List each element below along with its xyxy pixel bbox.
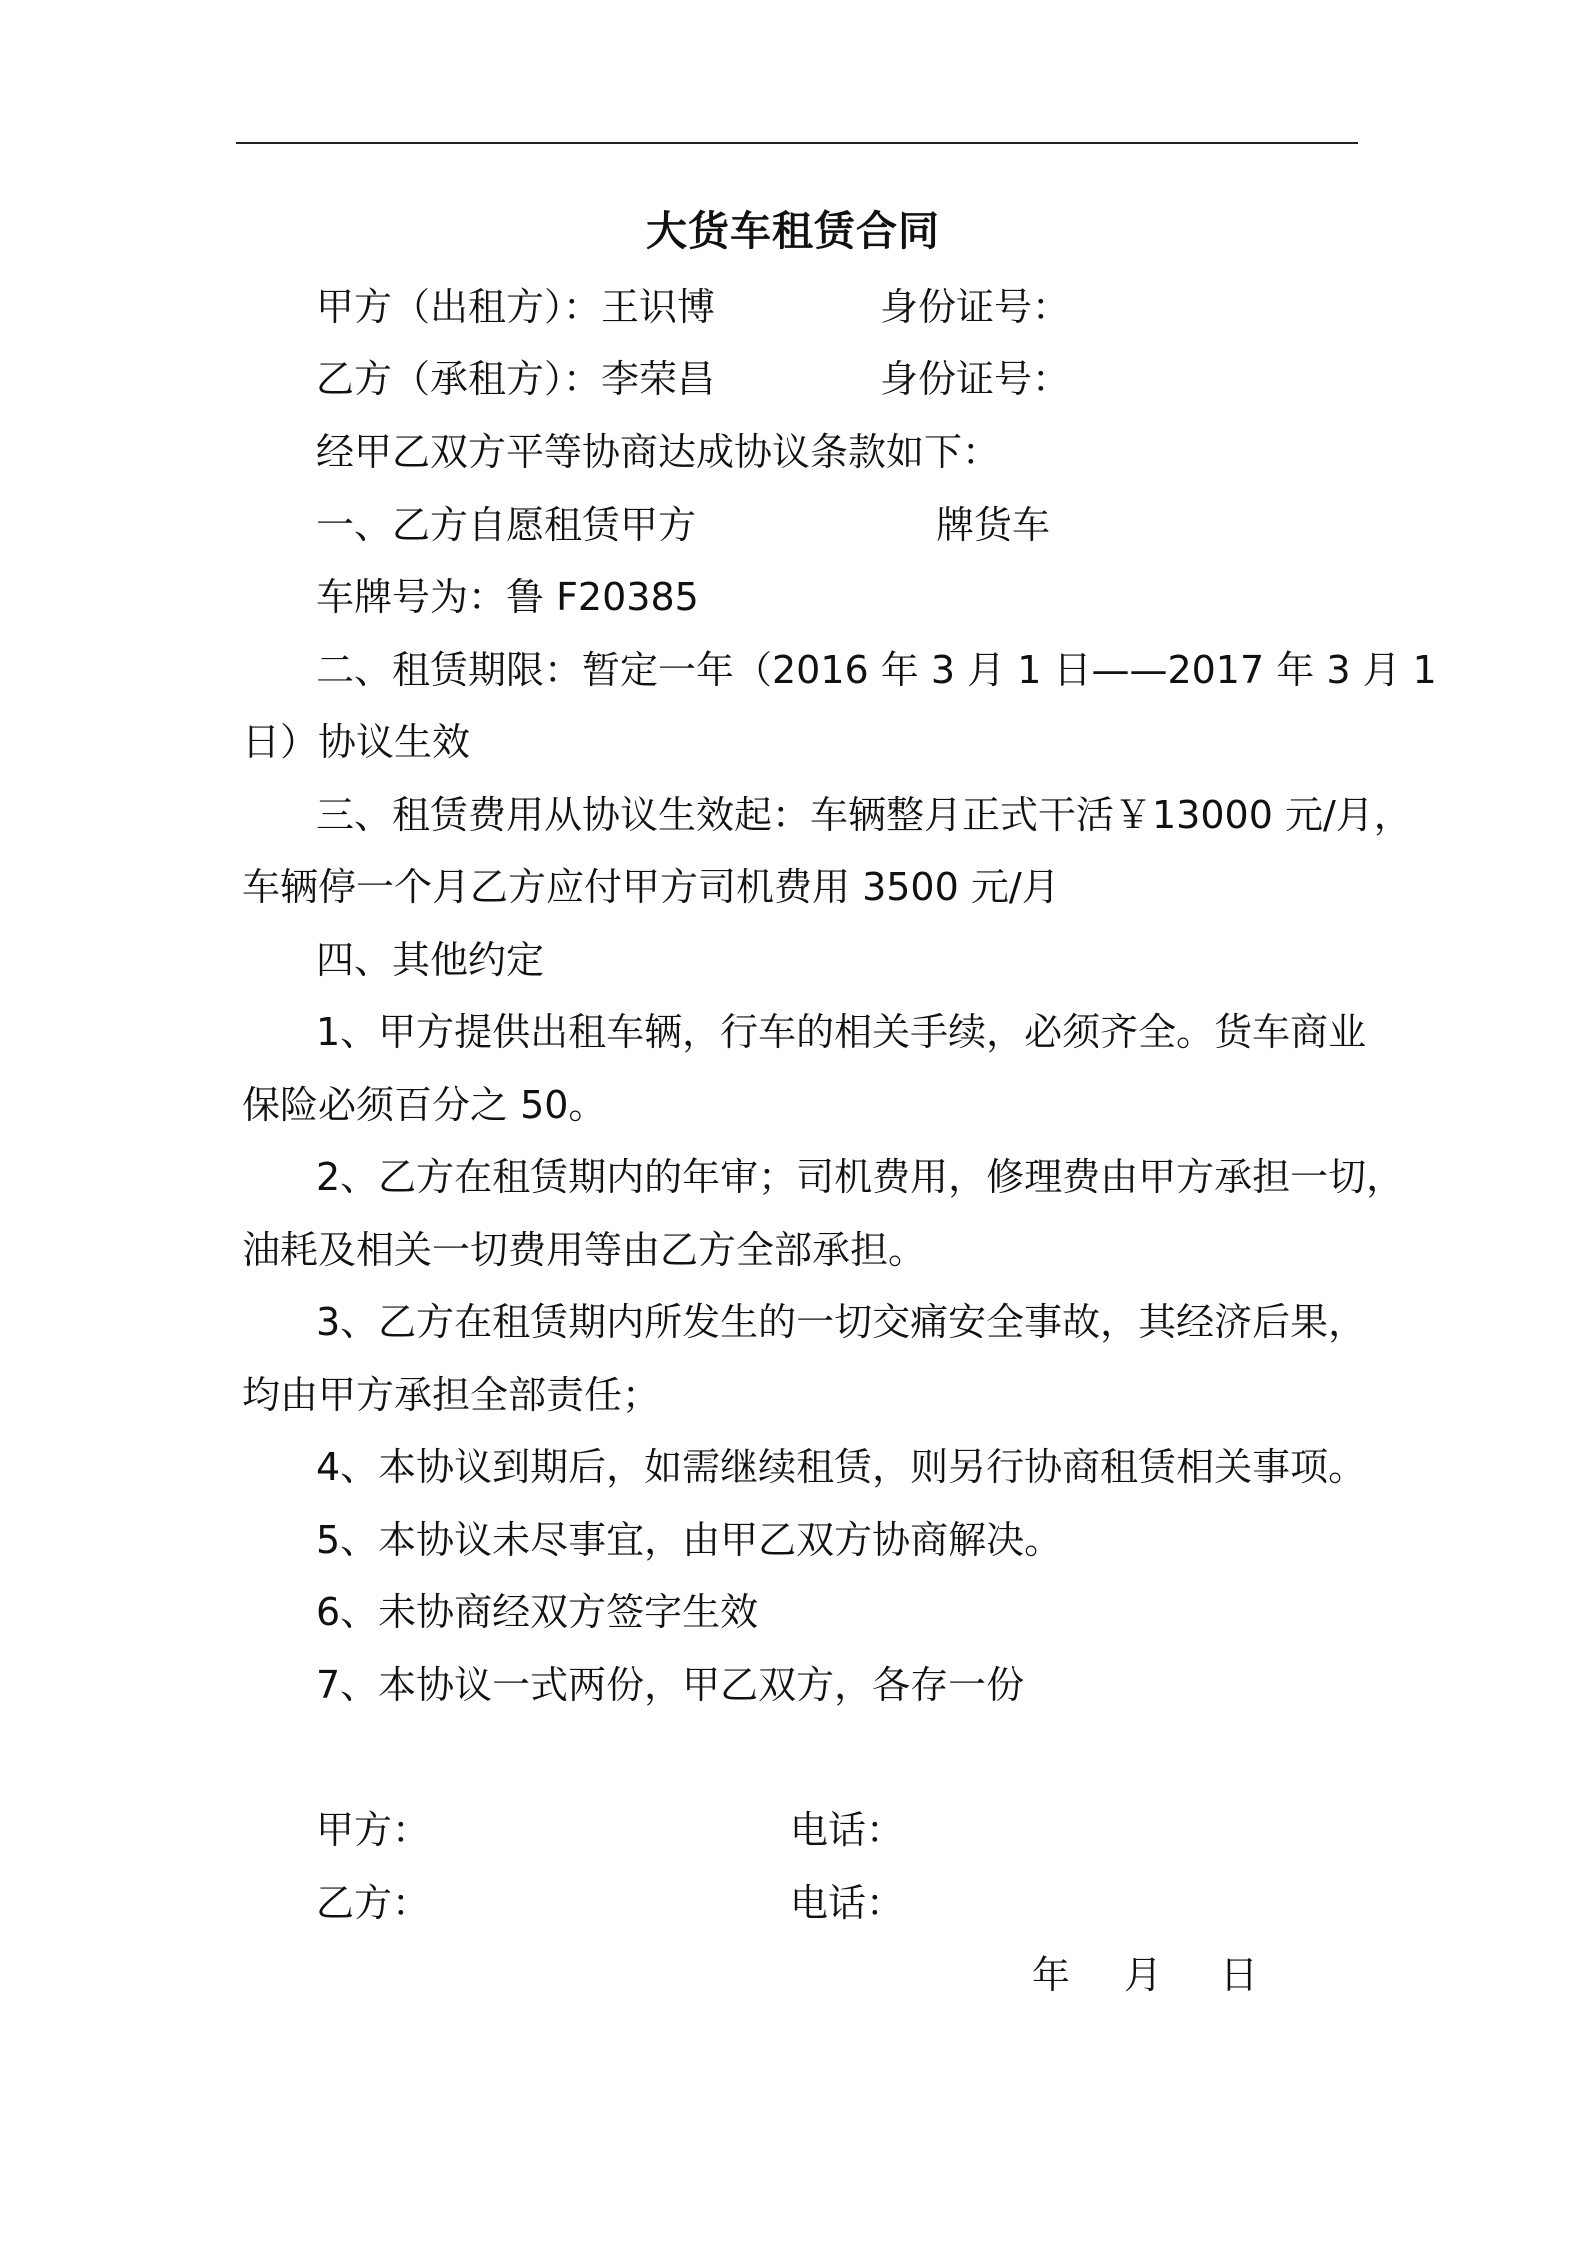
signature-party-b-phone: 电话：	[790, 1881, 905, 1925]
item-2-line-1: 2、乙方在租赁期内的年审；司机费用，修理费由甲方承担一切，	[316, 1155, 1405, 1199]
clause-4-heading: 四、其他约定	[316, 938, 545, 982]
clause-2-line-1: 二、租赁期限：暂定一年（2016 年 3 月 1 日——2017 年 3 月 1	[316, 648, 1437, 692]
item-7: 7、本协议一式两份，甲乙双方，各存一份	[316, 1663, 1025, 1707]
document-title: 大货车租赁合同	[646, 207, 940, 255]
intro-text: 经甲乙双方平等协商达成协议条款如下：	[316, 430, 1001, 474]
header-rule	[236, 142, 1358, 144]
date-year-label: 年	[1032, 1953, 1071, 1997]
signature-party-a: 甲方：	[316, 1808, 431, 1852]
clause-3-line-2: 车辆停一个月乙方应付甲方司机费用 3500 元/月	[242, 865, 1060, 909]
party-a-id-label: 身份证号：	[880, 285, 1071, 329]
date-day-label: 日	[1220, 1953, 1259, 1997]
clause-3-line-1: 三、租赁费用从协议生效起：车辆整月正式干活￥13000 元/月，	[316, 793, 1412, 837]
item-4: 4、本协议到期后，如需继续租赁，则另行协商租赁相关事项。	[316, 1445, 1367, 1489]
party-b-line: 乙方（承租方）：李荣昌	[316, 357, 716, 401]
item-5: 5、本协议未尽事宜，由甲乙双方协商解决。	[316, 1518, 1063, 1562]
date-month-label: 月	[1124, 1953, 1163, 1997]
item-6: 6、未协商经双方签字生效	[316, 1590, 759, 1634]
item-1-line-1: 1、甲方提供出租车辆，行车的相关手续，必须齐全。货车商业	[316, 1010, 1367, 1054]
clause-1-left: 一、乙方自愿租赁甲方	[316, 503, 697, 547]
item-2-line-2: 油耗及相关一切费用等由乙方全部承担。	[242, 1228, 927, 1272]
party-b-id-label: 身份证号：	[880, 357, 1071, 401]
signature-party-b: 乙方：	[316, 1881, 431, 1925]
party-a-line: 甲方（出租方）：王识博	[316, 285, 716, 329]
item-3-line-2: 均由甲方承担全部责任；	[242, 1373, 661, 1417]
clause-1-right: 牌货车	[936, 503, 1051, 547]
signature-party-a-phone: 电话：	[790, 1808, 905, 1852]
item-1-line-2: 保险必须百分之 50。	[242, 1083, 607, 1127]
item-3-line-1: 3、乙方在租赁期内所发生的一切交痛安全事故，其经济后果，	[316, 1300, 1367, 1344]
clause-2-line-2: 日）协议生效	[242, 720, 471, 764]
plate-number: 车牌号为：鲁 F20385	[316, 575, 699, 619]
